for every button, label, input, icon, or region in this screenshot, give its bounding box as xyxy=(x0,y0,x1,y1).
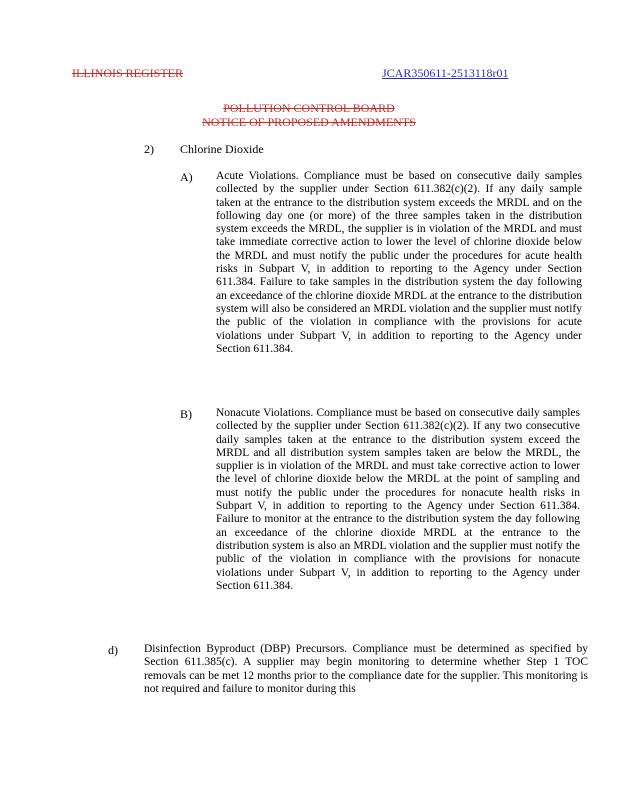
item-2-title: Chlorine Dioxide xyxy=(180,142,264,156)
register-title: ILLINOIS REGISTER xyxy=(72,66,183,80)
item-b-label: B) xyxy=(180,407,192,421)
item-d-paragraph: Disinfection Byproduct (DBP) Precursors. Compliance must be determined as specified by Section 611.385(c). A supplier may begin monitoring to determine whether Step 1 TOC removals can be met 12 months prior to the compliance date for the supplier. This monitoring is not required and failure to monitor during this xyxy=(144,643,588,695)
item-2-number: 2) xyxy=(144,142,154,156)
jcar-code: JCAR350611-2513118r01 xyxy=(382,66,509,80)
item-a-paragraph: Acute Violations. Compliance must be based on consecutive daily samples collected by the supplier under Section 611.382(c)(2). If any daily sample taken at the entrance to the distribution system exceeds the MRDL and on the following day one (or more) of the three samples taken in the distribution system exceeds the MRDL, the supplier is in violation of the MRDL and must take immediate corrective action to lower the level of chlorine dioxide below the MRDL and must notify the public under the procedures for acute health risks in Subpart V, in addition to reporting to the Agency under Section 611.384. Failure to take samples in the distribution system the day following an exceedance of the chlorine dioxide MRDL at the entrance to the distribution system will also be considered an MRDL violation and the supplier must notify the public of the violation in compliance with the provisions for acute violations under Subpart V, in addition to reporting to the Agency under Section 611.384. xyxy=(216,170,582,355)
item-b-paragraph: Nonacute Violations. Compliance must be based on consecutive daily samples collected by the supplier under Section 611.382(c)(2). If any two consecutive daily samples taken at the entrance to the distribution system exceed the MRDL and all distribution system samples taken are below the MRDL, the supplier is in violation of the MRDL and must take corrective action to lower the level of chlorine dioxide below the MRDL at the point of sampling and must notify the public under the procedures for nonacute health risks in Subpart V, in addition to reporting to the Agency under Section 611.384. Failure to monitor at the entrance to the distribution system the day following an exceedance of the chlorine dioxide MRDL at the entrance to the distribution system is also an MRDL violation and the supplier must notify the public of the violation in compliance with the provisions for nonacute violations under Subpart V, in addition to reporting to the Agency under Section 611.384. xyxy=(216,407,580,592)
item-a-label: A) xyxy=(180,170,193,184)
notice-heading: NOTICE OF PROPOSED AMENDMENTS xyxy=(202,115,416,129)
item-d-label: d) xyxy=(108,643,118,657)
board-heading: POLLUTION CONTROL BOARD xyxy=(223,101,395,115)
